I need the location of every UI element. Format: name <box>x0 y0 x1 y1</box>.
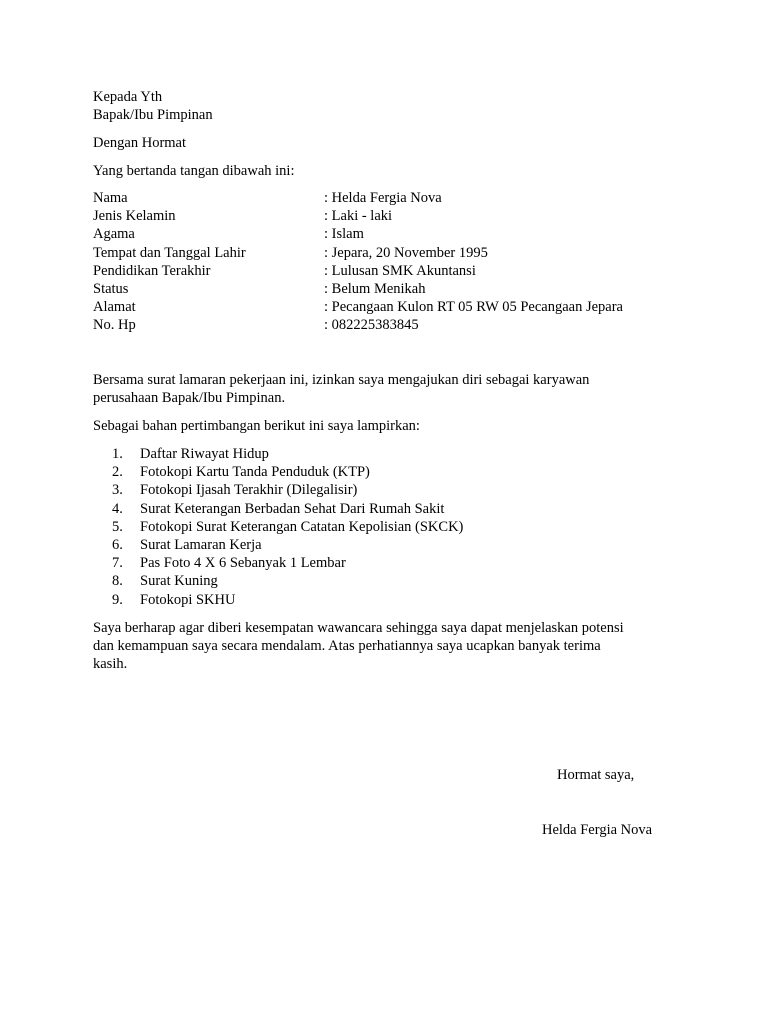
list-text: Daftar Riwayat Hidup <box>140 446 269 462</box>
biodata-value: : Belum Menikah <box>324 280 426 297</box>
list-text: Fotokopi Surat Keterangan Catatan Kepolisian (SKCK) <box>140 518 464 535</box>
list-text: Surat Lamaran Kerja <box>140 536 262 553</box>
biodata-value: : Pecangaan Kulon RT 05 RW 05 Pecangaan Jepara <box>324 299 623 316</box>
biodata-label: No. Hp <box>93 317 136 334</box>
list-number: 7. <box>112 555 123 572</box>
biodata-label: Alamat <box>93 299 136 316</box>
closing-salutation: Hormat saya, <box>557 767 635 783</box>
paragraph-line: perusahaan Bapak/Ibu Pimpinan. <box>93 390 286 406</box>
biodata-label: Nama <box>93 190 128 206</box>
biodata-value: : Jepara, 20 November 1995 <box>324 244 488 261</box>
biodata-label: Status <box>93 280 129 297</box>
biodata-label: Agama <box>93 226 135 243</box>
list-number: 2. <box>112 464 123 481</box>
biodata-label: Tempat dan Tanggal Lahir <box>93 244 246 261</box>
paragraph-application <box>93 371 673 407</box>
list-number: 1. <box>112 446 123 462</box>
paragraph-line: Bersama surat lamaran pekerjaan ini, izinkan saya mengajukan diri sebagai karyawan <box>93 372 590 388</box>
attachments-intro: Sebagai bahan pertimbangan berikut ini saya lampirkan: <box>93 418 420 434</box>
recipient-line-1: Kepada Yth <box>93 89 163 105</box>
list-number: 3. <box>112 482 123 499</box>
list-number: 9. <box>112 591 123 608</box>
biodata-value: : Islam <box>324 226 364 243</box>
list-number: 5. <box>112 518 123 535</box>
greeting: Dengan Hormat <box>93 135 187 151</box>
list-number: 6. <box>112 536 123 553</box>
list-text: Fotokopi Kartu Tanda Penduduk (KTP) <box>140 464 370 481</box>
list-number: 4. <box>112 500 123 517</box>
list-number: 8. <box>112 573 123 590</box>
biodata-value: : Laki - laki <box>324 208 393 225</box>
biodata-label: Jenis Kelamin <box>93 208 176 225</box>
paragraph-line: dan kemampuan saya secara mendalam. Atas perhatiannya saya ucapkan banyak terima <box>93 638 601 654</box>
list-text: Surat Keterangan Berbadan Sehat Dari Rumah Sakit <box>140 500 445 517</box>
biodata-label: Pendidikan Terakhir <box>93 262 211 279</box>
intro-text: Yang bertanda tangan dibawah ini: <box>93 163 295 179</box>
list-text: Fotokopi SKHU <box>140 591 236 608</box>
list-text: Surat Kuning <box>140 573 218 590</box>
list-text: Pas Foto 4 X 6 Sebanyak 1 Lembar <box>140 555 346 572</box>
biodata-value: : Helda Fergia Nova <box>324 190 442 206</box>
signature-name: Helda Fergia Nova <box>542 822 653 838</box>
paragraph-closing <box>93 619 673 673</box>
biodata-value: : 082225383845 <box>324 317 419 334</box>
list-text: Fotokopi Ijasah Terakhir (Dilegalisir) <box>140 482 358 499</box>
paragraph-line: kasih. <box>93 656 128 672</box>
recipient-line-2: Bapak/Ibu Pimpinan <box>93 107 213 123</box>
paragraph-line: Saya berharap agar diberi kesempatan wawancara sehingga saya dapat menjelaskan potensi <box>93 620 624 636</box>
biodata-value: : Lulusan SMK Akuntansi <box>324 262 476 279</box>
